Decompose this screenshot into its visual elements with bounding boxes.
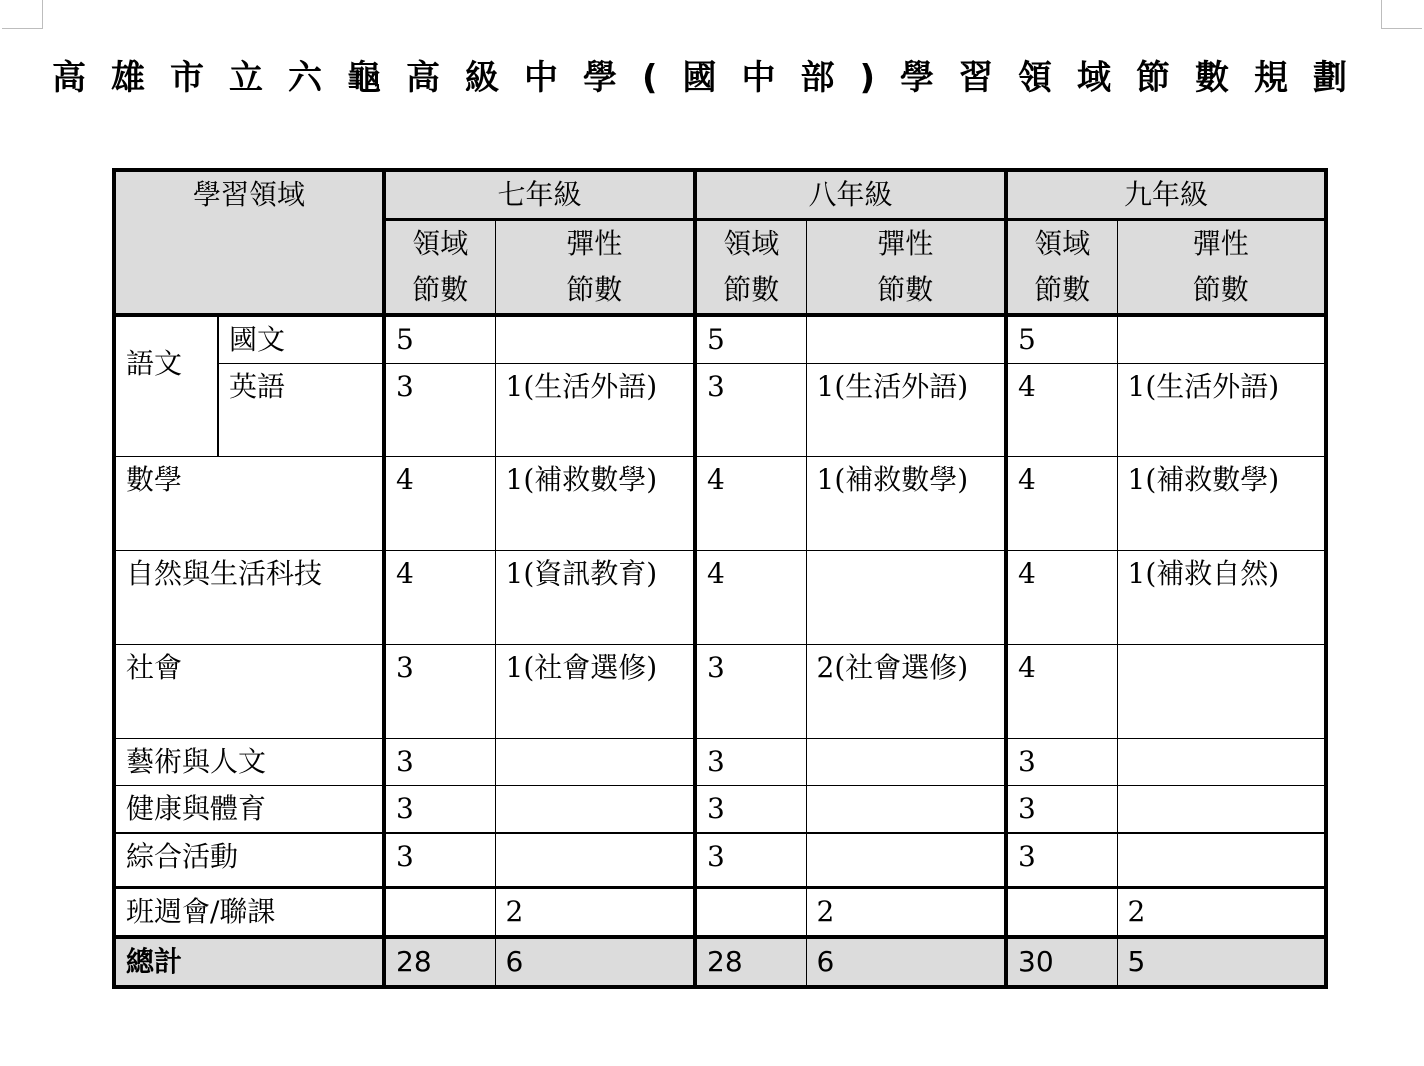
domain-line1: 領域	[723, 227, 780, 260]
page-corner-mark-right	[1381, 0, 1422, 29]
flex-hours-header	[495, 220, 695, 316]
grade-8-domain-hours: 4	[695, 457, 806, 551]
grade-7-flex-hours: 1(社會選修)	[495, 645, 695, 739]
grade-9-domain-hours: 4	[1006, 645, 1117, 739]
grade-8-domain-hours	[695, 887, 806, 937]
flex-line1: 彈性	[1192, 227, 1249, 260]
grade-8-flex-hours	[806, 551, 1006, 645]
grade-9-domain-hours: 3	[1006, 739, 1117, 786]
grade-9-flex-hours: 1(補救數學)	[1117, 457, 1326, 551]
grade-8-flex-hours: 2(社會選修)	[806, 645, 1006, 739]
grade-8-flex-hours	[806, 315, 1006, 364]
grade-9-total-domain: 30	[1006, 937, 1117, 987]
grade-9-domain-hours: 4	[1006, 457, 1117, 551]
grade-7-flex-hours	[495, 739, 695, 786]
grade-8-flex-hours	[806, 739, 1006, 786]
grade-9-flex-hours	[1117, 315, 1326, 364]
table-row	[114, 887, 1326, 937]
total-row	[114, 937, 1326, 987]
grade-9-domain-hours: 5	[1006, 315, 1117, 364]
grade-8-flex-hours: 1(生活外語)	[806, 364, 1006, 457]
subject-label: 綜合活動	[114, 833, 384, 887]
grade-8-domain-hours: 4	[695, 551, 806, 645]
subject-label: 社會	[114, 645, 384, 739]
table-row	[114, 551, 1326, 645]
domain-line1: 領域	[412, 227, 469, 260]
language-group-label: 語文	[114, 315, 218, 457]
flex-line2: 節數	[566, 273, 623, 306]
grade-8-domain-hours: 3	[695, 364, 806, 457]
grade-7-domain-hours: 4	[384, 551, 495, 645]
grade-8-domain-hours: 5	[695, 315, 806, 364]
table-row	[114, 786, 1326, 834]
table-row	[114, 315, 1326, 364]
subject-label: 健康與體育	[114, 786, 384, 834]
grade-7-domain-hours: 4	[384, 457, 495, 551]
grade-7-domain-hours: 3	[384, 364, 495, 457]
grade-9-flex-hours: 1(生活外語)	[1117, 364, 1326, 457]
grade-9-flex-hours: 2	[1117, 887, 1326, 937]
flex-line1: 彈性	[566, 227, 623, 260]
grade-8-header: 八年級	[695, 170, 1006, 220]
flex-hours-header	[1117, 220, 1326, 316]
grade-9-header: 九年級	[1006, 170, 1326, 220]
grade-8-domain-hours: 3	[695, 645, 806, 739]
domain-line1: 領域	[1034, 227, 1091, 260]
grade-7-domain-hours: 3	[384, 833, 495, 887]
flex-hours-header	[806, 220, 1006, 316]
grade-7-total-flex: 6	[495, 937, 695, 987]
grade-8-flex-hours: 2	[806, 887, 1006, 937]
grade-9-flex-hours	[1117, 645, 1326, 739]
domain-line2: 節數	[723, 273, 780, 306]
grade-9-domain-hours	[1006, 887, 1117, 937]
grade-7-flex-hours: 2	[495, 887, 695, 937]
grade-8-flex-hours: 1(補救數學)	[806, 457, 1006, 551]
grade-7-flex-hours: 1(生活外語)	[495, 364, 695, 457]
page-corner-mark-left	[2, 0, 43, 29]
grade-9-flex-hours: 1(補救自然)	[1117, 551, 1326, 645]
table-row	[114, 364, 1326, 457]
grade-7-header: 七年級	[384, 170, 695, 220]
area-header: 學習領域	[114, 170, 384, 315]
grade-7-domain-hours: 3	[384, 739, 495, 786]
flex-line2: 節數	[877, 273, 934, 306]
grade-8-total-domain: 28	[695, 937, 806, 987]
grade-8-domain-hours: 3	[695, 833, 806, 887]
domain-line2: 節數	[1034, 273, 1091, 306]
subject-label: 藝術與人文	[114, 739, 384, 786]
domain-line2: 節數	[412, 273, 469, 306]
grade-9-flex-hours	[1117, 739, 1326, 786]
grade-7-domain-hours: 5	[384, 315, 495, 364]
subject-label: 英語	[218, 364, 384, 457]
grade-7-total-domain: 28	[384, 937, 495, 987]
grade-7-domain-hours	[384, 887, 495, 937]
grade-7-flex-hours	[495, 833, 695, 887]
flex-line2: 節數	[1192, 273, 1249, 306]
total-label: 總計	[114, 937, 384, 987]
table-row	[114, 457, 1326, 551]
grade-9-domain-hours: 3	[1006, 833, 1117, 887]
document-title: 高雄市立六龜高級中學(國中部)學習領域節數規劃	[51, 58, 1373, 98]
subject-label: 班週會/聯課	[114, 887, 384, 937]
grade-9-domain-hours: 4	[1006, 551, 1117, 645]
grade-7-domain-hours: 3	[384, 645, 495, 739]
grade-7-flex-hours	[495, 315, 695, 364]
grade-7-flex-hours	[495, 786, 695, 834]
grade-9-flex-hours	[1117, 786, 1326, 834]
grade-8-domain-hours: 3	[695, 739, 806, 786]
grade-7-flex-hours: 1(補救數學)	[495, 457, 695, 551]
grade-9-domain-hours: 3	[1006, 786, 1117, 834]
grade-7-flex-hours: 1(資訊教育)	[495, 551, 695, 645]
grade-9-flex-hours	[1117, 833, 1326, 887]
grade-9-domain-hours: 4	[1006, 364, 1117, 457]
curriculum-table	[112, 168, 1328, 989]
table-row	[114, 833, 1326, 887]
grade-8-domain-hours: 3	[695, 786, 806, 834]
grade-8-total-flex: 6	[806, 937, 1006, 987]
grade-8-flex-hours	[806, 833, 1006, 887]
grade-8-flex-hours	[806, 786, 1006, 834]
grade-header-row	[114, 170, 1326, 220]
domain-hours-header	[1006, 220, 1117, 316]
flex-line1: 彈性	[877, 227, 934, 260]
domain-hours-header	[384, 220, 495, 316]
subject-label: 數學	[114, 457, 384, 551]
table-row	[114, 645, 1326, 739]
grade-9-total-flex: 5	[1117, 937, 1326, 987]
domain-hours-header	[695, 220, 806, 316]
subject-label: 國文	[218, 315, 384, 364]
subject-label: 自然與生活科技	[114, 551, 384, 645]
table-row	[114, 739, 1326, 786]
grade-7-domain-hours: 3	[384, 786, 495, 834]
